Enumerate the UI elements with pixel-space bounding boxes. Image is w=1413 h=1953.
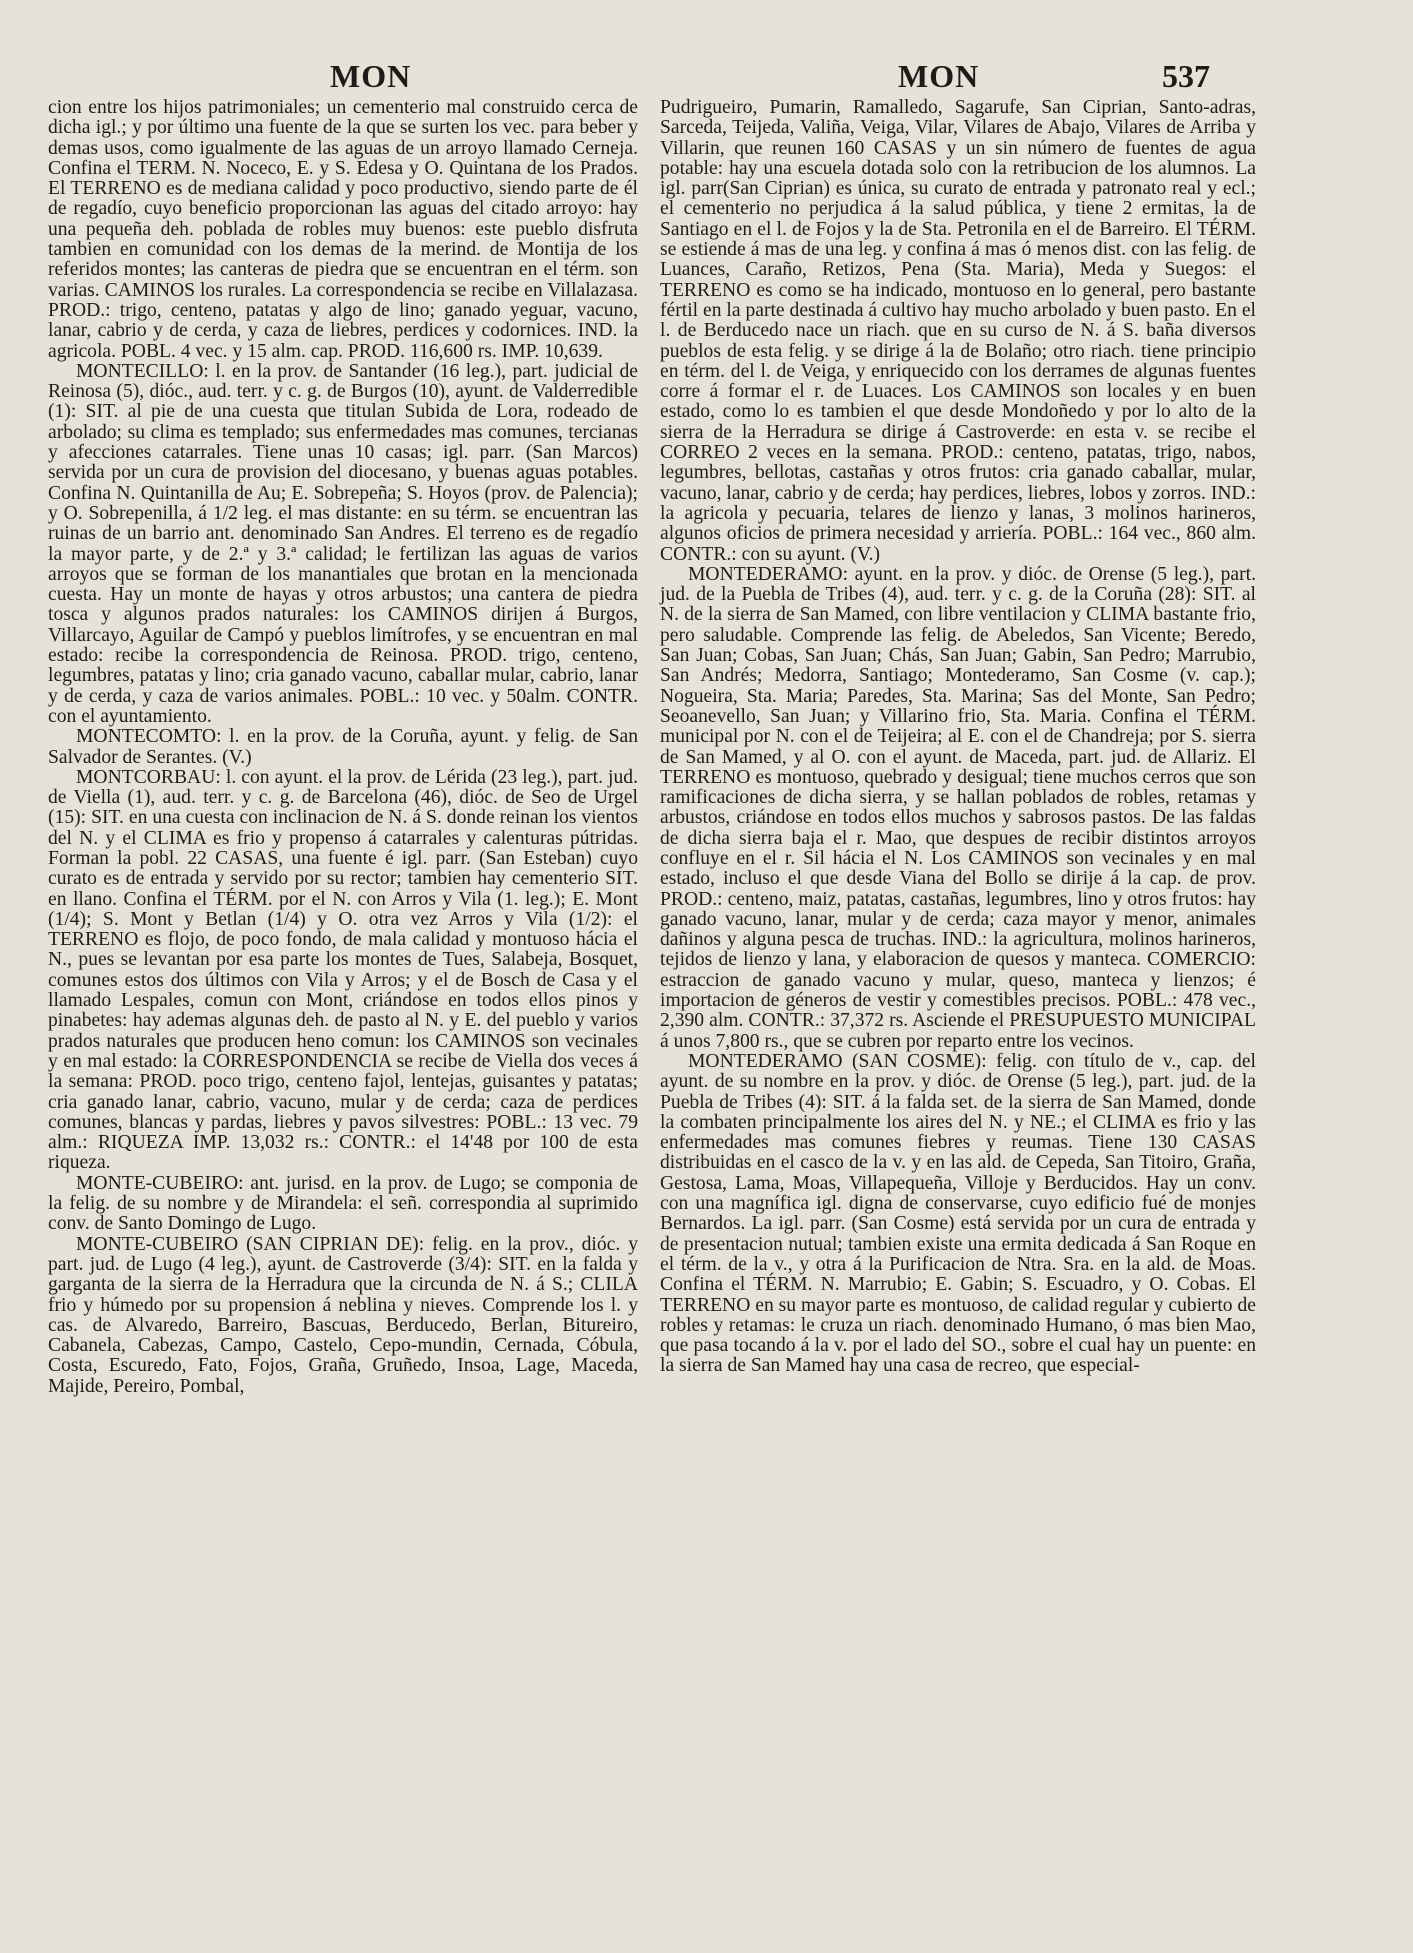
entry-montecillo: MONTECILLO: l. en la prov. de Santander (16 leg.), part. judicial de Reinosa (5), dióc., aud. terr. y c. g. de Burgos (10), ayunt. de Valderredible (1): SIT. al pie de una cuesta que titulan Subida de Lora, rodeado de arbolado; su clima es templado; sus enfermedades mas comunes, tercianas y afecciones catarrales. Tiene unas 10 casas; igl. parr. (San Marcos) servida por un cura de provision del diocesano, y buenas aguas potables. Confina N. Quintanilla de Au; E. Sobrepeña; S. Hoyos (prov. de Palencia); y O. Sobrepenilla, á 1/2 leg. el mas distante: en su térm. se encuentran las ruinas de un barrio ant. denominado San Andres. El terreno es de regadío la mayor parte, y de 2.ª y 3.ª calidad; le fertilizan las aguas de varios arroyos que se forman de los manantiales que brotan en la mencionada cuesta. Hay un monte de hayas y otros arbustos; una cantera de piedra tosca y algunos prados naturales: los CAMINOS dirijen á Burgos, Villarcayo, Aguilar de Campó y pueblos limítrofes, y se encuentran en mal estado: recibe la correspondencia de Reinosa. PROD. trigo, centeno, legumbres, patatas y lino; cria ganado vacuno, caballar mular, cabrio, lanar y de cerda, y caza de varios animales. POBL.: 10 vec. y 50alm. CONTR. con el ayuntamiento.: [48, 360, 638, 727]
entry-monte-cubeiro-san-ciprian: MONTE-CUBEIRO (SAN CIPRIAN DE): felig. en la prov., dióc. y part. jud. de Lugo (4 leg.), ayunt. de Castroverde (3/4): SIT. en la falda y garganta de la sierra de la Herradura que la circunda de N. á S.; CLILA frio y húmedo por su propension á neblina y nieves. Comprende los l. y cas. de Alvaredo, Barreiro, Bascuas, Berducedo, Berlan, Bitureiro, Cabanela, Cabezas, Campo, Castelo, Cepo-mundin, Cernada, Cóbula, Costa, Escuredo, Fato, Fojos, Graña, Gruñedo, Insoa, Lage, Maceda, Majide, Pereiro, Pombal,: [48, 1233, 638, 1397]
right-column: [660, 98, 1256, 1377]
running-head-right: MON: [898, 58, 980, 94]
running-head-left: MON: [330, 58, 412, 94]
entry-monte-cubeiro: MONTE-CUBEIRO: ant. jurisd. en la prov. de Lugo; se componia de la felig. de su nombre y de Mirandela: el señ. correspondia al suprimido conv. de Santo Domingo de Lugo.: [48, 1172, 638, 1235]
left-column: [48, 98, 638, 1397]
entry-continuation-right: Pudrigueiro, Pumarin, Ramalledo, Sagarufe, San Ciprian, Santo-adras, Sarceda, Teijeda, Valiña, Veiga, Vilar, Vilares de Abajo, Vilares de Arriba y Villarin, que reunen 160 CASAS y un sin número de fuentes de agua potable: hay una escuela dotada solo con la retribucion de los alumnos. La igl. parr(San Ciprian) es única, su curato de entrada y patronato real y ecl.; el cementerio no perjudica á la salud pública, y tiene 2 ermitas, la de Santiago en el l. de Fojos y la de Sta. Petronila en el de Barreiro. El TÉRM. se estiende á mas de una leg. y confina á mas ó menos dist. con las felig. de Luances, Caraño, Retizos, Pena (Sta. Maria), Meda y Suegos: el TERRENO es como se ha indicado, montuoso en lo general, pero bastante fértil en la parte destinada á cultivo hay mucho arbolado y buen pasto. En el l. de Berducedo nace un riach. que en su curso de N. á S. baña diversos pueblos de esta felig. y se dirige á la de Bolaño; otro riach. tiene principio en térm. del l. de Veiga, y enriquecido con los derrames de algunas fuentes corre á formar el r. de Luaces. Los CAMINOS son locales y en buen estado, como lo es tambien el que desde Mondoñedo y por lo alto de la sierra de la Herradura se dirige á Castroverde: en esta v. se recibe el CORREO 2 veces en la semana. PROD.: centeno, patatas, trigo, nabos, legumbres, bellotas, castañas y otros frutos: cria ganado caballar, mular, vacuno, lanar, cabrio y de cerda; hay perdices, liebres, lobos y zorros. IND.: la agricola y pecuaria, telares de lienzo y lanas, 3 molinos harineros, algunos oficios de primera necesidad y arriería. POBL.: 164 vec., 860 alm. CONTR.: con su ayunt. (V.): [660, 97, 1256, 565]
entry-continuation: cion entre los hijos patrimoniales; un cementerio mal construido cerca de dicha igl.; y por último una fuente de la que se surten los vec. para beber y demas usos, como igualmente de las aguas de un arroyo llamado Cerneja. Confina el TERM. N. Noceco, E. y S. Edesa y O. Quintana de los Prados. El TERRENO es de mediana calidad y poco productivo, siendo parte de él de regadío, cuyo beneficio proporcionan las aguas del citado arroyo: hay una pequeña deh. poblada de robles muy buenos: este pueblo disfruta tambien en comunidad con los demas de la merind. de Montija de los referidos montes; las canteras de piedra que se encuentran en el térm. son varias. CAMINOS los rurales. La correspondencia se recibe en Villalazasa. PROD.: trigo, centeno, patatas y algo de lino; ganado yeguar, vacuno, lanar, cabrio y de cerda, y caza de liebres, perdices y codornices. IND. la agricola. POBL. 4 vec. y 15 alm. cap. PROD. 116,600 rs. IMP. 10,639.: [48, 97, 638, 362]
entry-montederamo-san-cosme: MONTEDERAMO (SAN COSME): felig. con título de v., cap. del ayunt. de su nombre en la prov. y dióc. de Orense (5 leg.), part. jud. de la Puebla de Tribes (4): SIT. á la falda set. de la sierra de San Mamed, donde la combaten principalmente los aires del N. y NE.; el CLIMA es frio y las enfermedades mas comunes fiebres y reumas. Tiene 130 CASAS distribuidas en el casco de la v. y en las ald. de Cepeda, San Titoiro, Graña, Gestosa, Lama, Moas, Villapequeña, Villoje y Berducidos. Hay un conv. con una magnífica igl. digna de conservarse, cuyo edificio fué de monjes Bernardos. La igl. parr. (San Cosme) está servida por un cura de entrada y de presentacion nutual; tambien existe una ermita dedicada á San Roque en el térm. de la v., y otra á la Purificacion de Ntra. Sra. en la ald. de Moas. Confina el TÉRM. N. Marrubio; E. Gabin; S. Escuadro, y O. Cobas. El TERRENO en su mayor parte es montuoso, de calidad regular y cubierto de robles y retamas: le cruza un riach. denominado Humano, ó mas bien Mao, que pasa tocando á la v. por el lado del SO., sobre el cual hay un puente: en la sierra de San Mamed hay una casa de recreo, que especial-: [660, 1050, 1256, 1377]
entry-montederamo: MONTEDERAMO: ayunt. en la prov. y dióc. de Orense (5 leg.), part. jud. de la Puebla de Tribes (4), aud. terr. y c. g. de la Coruña (28): SIT. al N. de la sierra de San Mamed, con libre ventilacion y CLIMA bastante frio, pero saludable. Comprende las felig. de Abeledos, San Vicente; Beredo, San Juan; Cobas, San Juan; Chás, San Juan; Gabin, San Pedro; Marrubio, San Andrés; Medorra, Santiago; Montederamo, San Cosme (v. cap.); Nogueira, Sta. Maria; Paredes, Sta. Marina; Sas del Monte, San Pedro; Seoanevello, San Juan; y Villarino frio, Sta. Maria. Confina el TÉRM. municipal por N. con el de Teijeira; al E. con el de Chandreja; por S. sierra de San Mamed, y al O. con el ayunt. de Maceda, part. jud. de Allariz. El TERRENO es montuoso, quebrado y desigual; tiene muchos cerros que son ramificaciones de dicha sierra, y se hallan poblados de robles, retamas y arbustos, criándose en todos ellos muchos y sabrosos pastos. De las faldas de dicha sierra baja el r. Mao, que despues de recibir distintos arroyos confluye en el r. Sil hácia el N. Los CAMINOS son vecinales y en mal estado, incluso el que desde Viana del Bollo se dirije á la cap. de prov. PROD.: centeno, maiz, patatas, castañas, legumbres, lino y otros frutos: hay ganado vacuno, lanar, mular y de cerda; caza mayor y menor, animales dañinos y alguna pesca de truchas. IND.: la agricultura, molinos harineros, tejidos de lienzo y lana, y elaboracion de quesos y manteca. COMERCIO: estraccion de ganado vacuno y mular, queso, manteca y lienzos; é importacion de géneros de vestir y comestibles precisos. POBL.: 478 vec., 2,390 alm. CONTR.: 37,372 rs. Asciende el PRESUPUESTO MUNICIPAL á unos 7,800 rs., que se cubren por reparto entre los vecinos.: [660, 563, 1256, 1052]
entry-montcorbau: MONTCORBAU: l. con ayunt. el la prov. de Lérida (23 leg.), part. jud. de Viella (1), aud. terr. y c. g. de Barcelona (46), dióc. de Seo de Urgel (15): SIT. en una cuesta con inclinacion de N. á S. donde reinan los vientos del N. y el CLIMA es frio y propenso á catarrales y calenturas pútridas. Forman la pobl. 22 CASAS, una fuente é igl. parr. (San Esteban) cuyo curato es de entrada y servido por su rector; tambien hay cementerio SIT. en llano. Confina el TÉRM. por el N. con Arros y Vila (1. leg.); E. Mont (1/4); S. Mont y Betlan (1/4) y O. otra vez Arros y Vila (1/2): el TERRENO es flojo, de poco fondo, de mala calidad y montuoso hácia el N., pues se levantan por esa parte los montes de Tues, Salabeja, Bosquet, comunes estos dos últimos con Vila y Arros; y el de Bosch de Casa y el llamado Lespales, comun con Mont, criándose en todos ellos pinos y pinabetes: hay ademas algunas deh. de pasto al N. y E. del pueblo y varios prados naturales que producen heno comun: los CAMINOS son vecinales y en mal estado: la CORRESPONDENCIA se recibe de Viella dos veces á la semana: PROD. poco trigo, centeno fajol, lentejas, guisantes y patatas; cria ganado lanar, cabrio, vacuno, mular y de cerda; caza de perdices comunes, blancas y pardas, liebres y pavos silvestres: POBL.: 13 vec. 79 alm.: RIQUEZA IMP. 13,032 rs.: CONTR.: el 14'48 por 100 de esta riqueza.: [48, 766, 638, 1174]
page-number: 537: [1162, 58, 1210, 94]
entry-montecomto: MONTECOMTO: l. en la prov. de la Coruña, ayunt. y felig. de San Salvador de Serantes. (V.): [48, 726, 638, 768]
